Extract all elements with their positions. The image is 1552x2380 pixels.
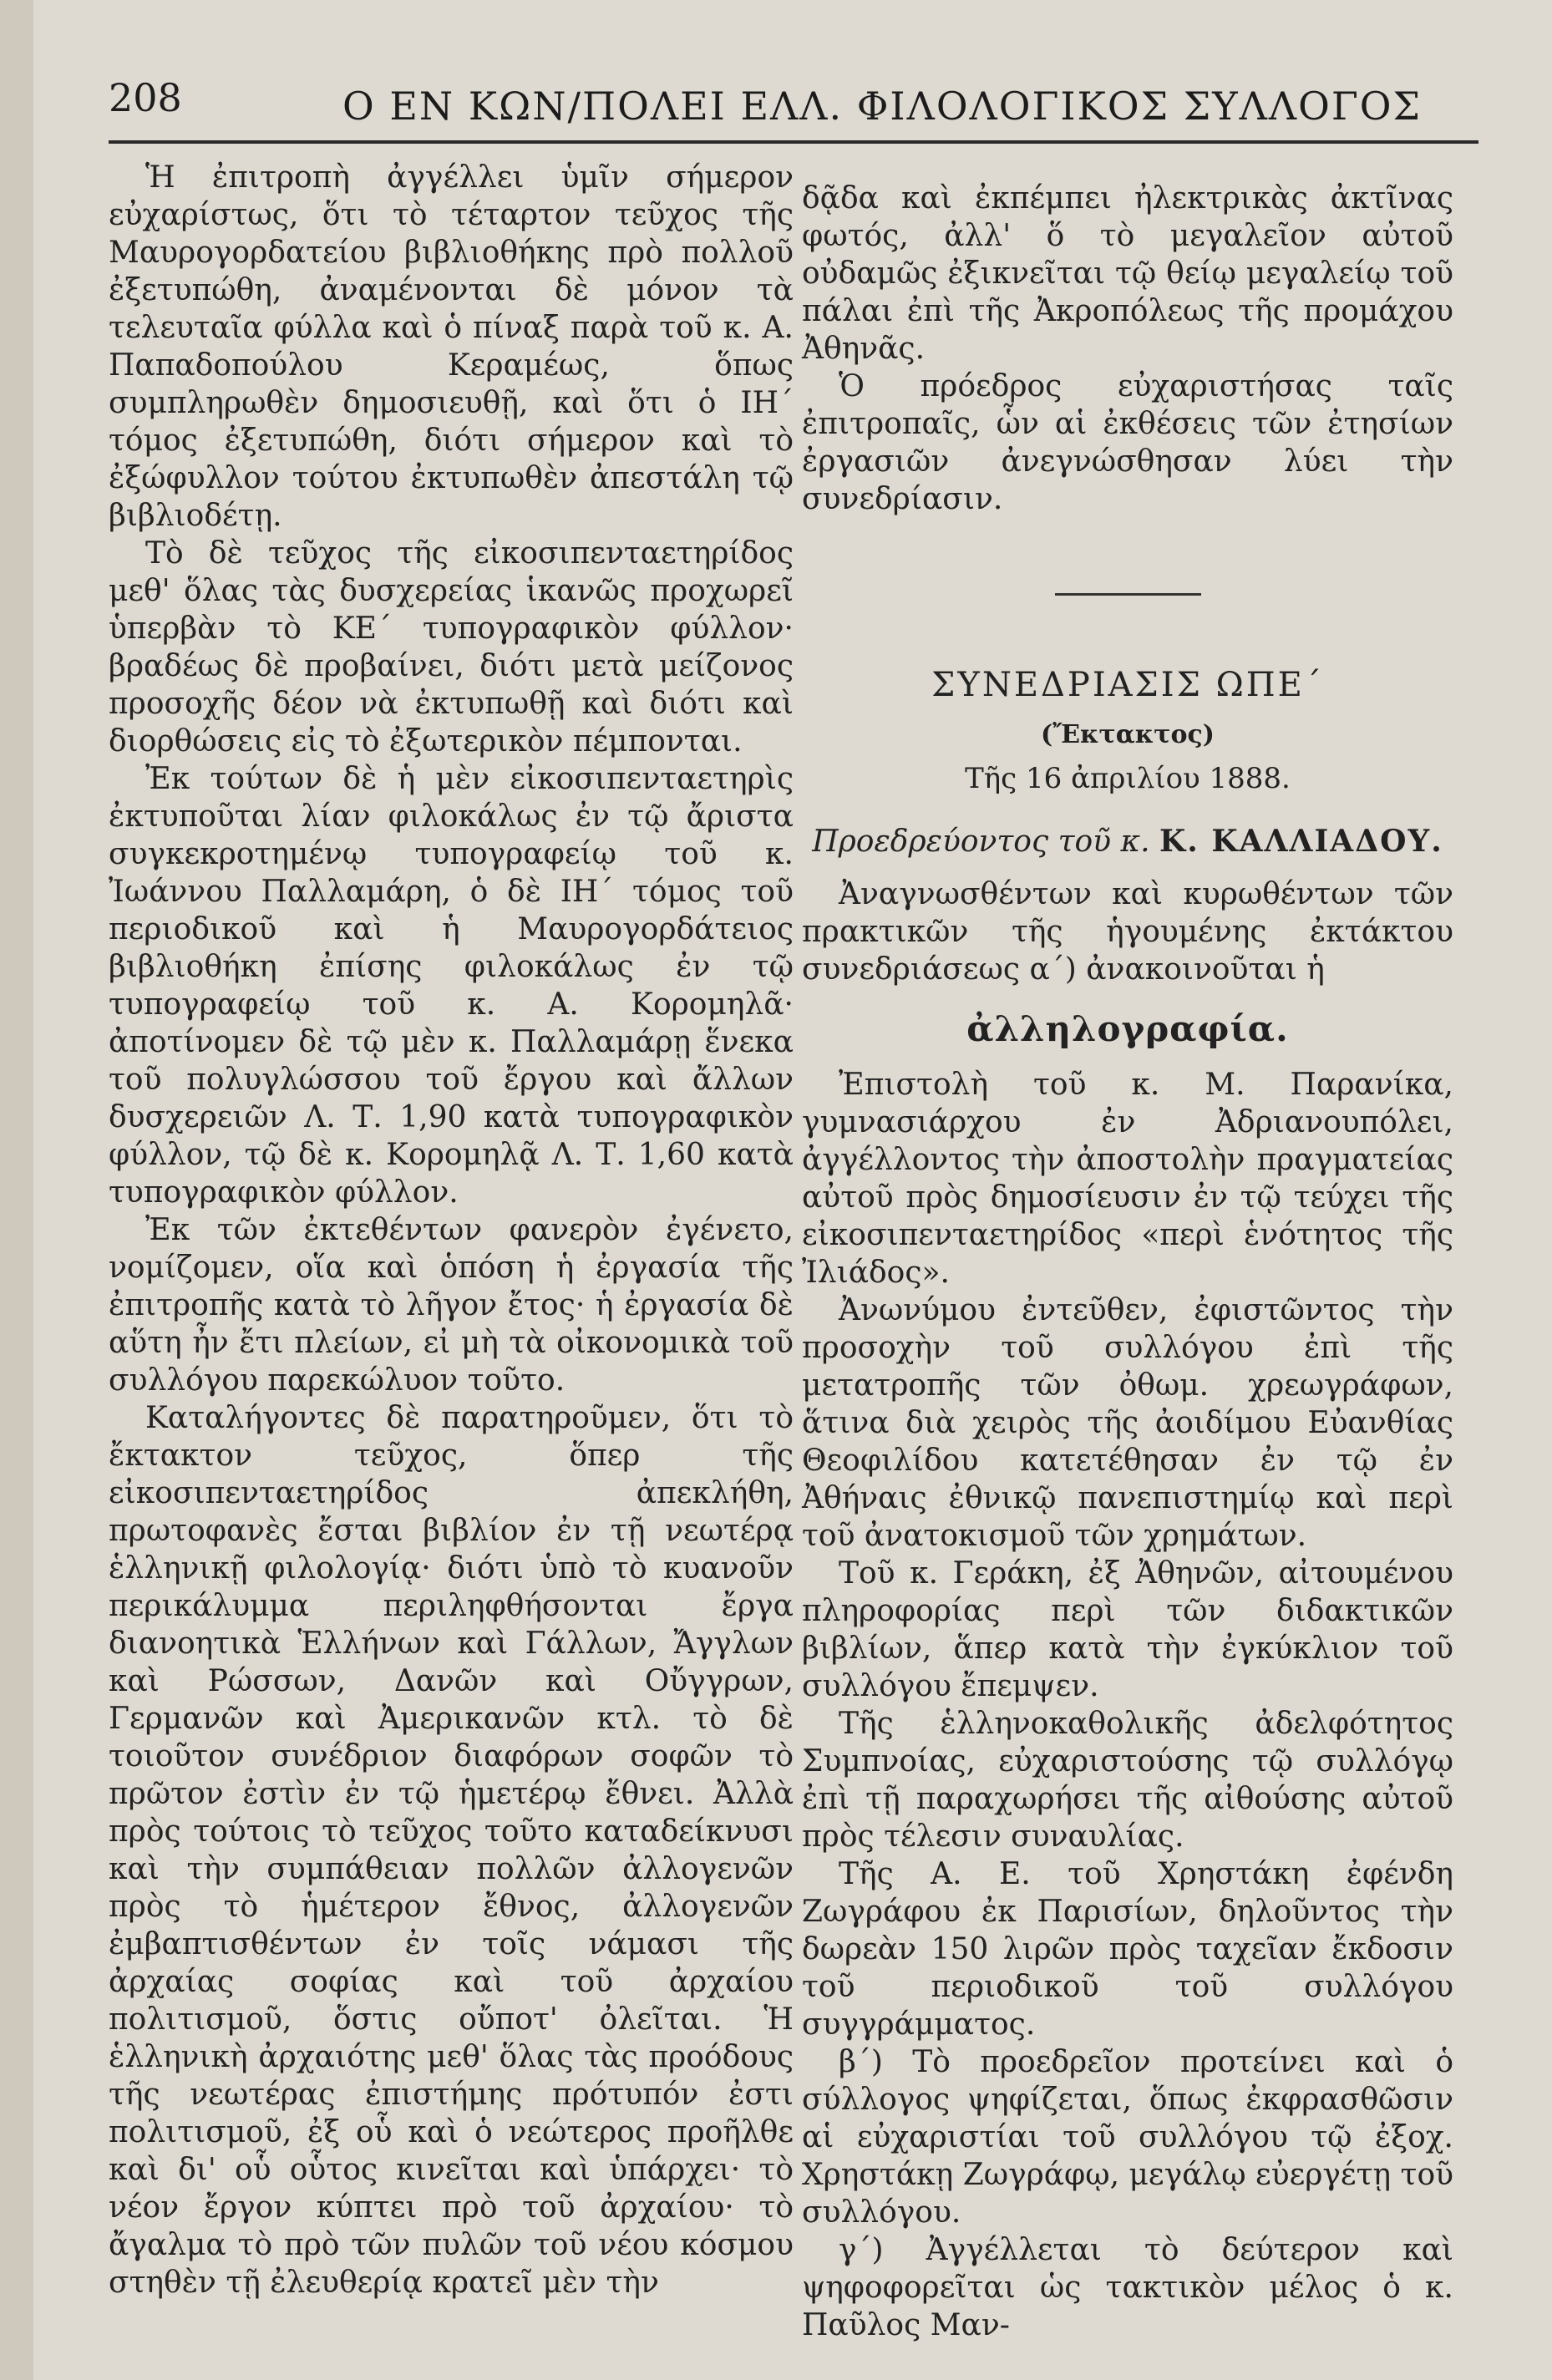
section-heading: ἀλληλογραφία. bbox=[966, 1008, 1289, 1049]
paragraph: Ἀνωνύμου ἐντεῦθεν, ἐφιστῶντος τὴν προσοχὴν τοῦ συλλόγου ἐπὶ τῆς μετατροπῆς τῶν ὀθωμ. χρεωγράφων, ἅτινα διὰ χειρὸς τῆς ἀοιδίμου Εὐανθίας Θεοφιλίδου κατετέθησαν ἐν τῷ ἐν Ἀθήναις ἐθνικῷ πανεπιστημίῳ καὶ περὶ τοῦ ἀνατοκισμοῦ τῶν χρημάτων. bbox=[802, 1293, 1453, 1553]
paragraph: Τῆς ἑλληνοκαθολικῆς ἀδελφότητος Συμπνοίας, εὐχαριστούσης τῷ συλλόγῳ ἐπὶ τῇ παραχωρήσει τῆς αἰθούσης αὐτοῦ πρὸς τέλεσιν συναυλίας. bbox=[802, 1707, 1453, 1854]
paragraph: Τῆς Α. Ε. τοῦ Χρηστάκη ἐφένδη Ζωγράφου ἐκ Παρισίων, δηλοῦντος τὴν δωρεὰν 150 λιρῶν πρὸς ταχεῖαν ἔκδοσιν τοῦ περιοδικοῦ τοῦ συλλόγου συγγράμματος. bbox=[802, 1857, 1453, 2042]
session-date: Τῆς 16 ἀπριλίου 1888. bbox=[965, 762, 1291, 795]
right-column bbox=[802, 180, 1453, 2344]
presiding-line bbox=[802, 823, 1453, 860]
paragraph: Τοῦ κ. Γεράκη, ἐξ Ἀθηνῶν, αἰτουμένου πληροφορίας περὶ τῶν διδακτικῶν βιβλίων, ἅπερ κατὰ τὴν ἐγκύκλιον τοῦ συλλόγου ἔπεμψεν. bbox=[802, 1556, 1453, 1703]
paragraph: Ὁ πρόεδρος εὐχαριστήσας ταῖς ἐπιτροπαῖς, ὧν αἱ ἐκθέσεις τῶν ἐτησίων ἐργασιῶν ἀνεγνώσθησαν λύει τὴν συνεδρίασιν. bbox=[802, 369, 1453, 516]
left-column bbox=[109, 159, 794, 2301]
paragraph: β΄) Τὸ προεδρεῖον προτείνει καὶ ὁ σύλλογος ψηφίζεται, ὅπως ἐκφρασθῶσιν αἱ εὐχαριστίαι τοῦ συλλόγου τῷ ἐξοχ. Χρηστάκῃ Ζωγράφῳ, μεγάλῳ εὐεργέτῃ τοῦ συλλόγου. bbox=[802, 2045, 1453, 2230]
session-title: ΣΥΝΕΔΡΙΑΣΙΣ ΩΠΕ΄ bbox=[931, 666, 1324, 704]
section-separator bbox=[1055, 593, 1201, 596]
paragraph: Ἐκ τούτων δὲ ἡ μὲν εἰκοσιπενταετηρὶς ἐκτυποῦται λίαν φιλοκάλως ἐν τῷ ἄριστα συγκεκροτημένῳ τυπογραφείῳ τοῦ κ. Ἰωάννου Παλλαμάρη, ὁ δὲ ΙΗ΄ τόμος τοῦ περιοδικοῦ καὶ ἡ Μαυρογορδάτειος βιβλιοθήκη ἐπίσης φιλοκάλως ἐν τῷ τυπογραφείῳ τοῦ κ. Α. Κορομηλᾶ· ἀποτίνομεν δὲ τῷ μὲν κ. Παλλαμάρῃ ἕνεκα τοῦ πολυγλώσσου τοῦ ἔργου καὶ ἄλλων δυσχερειῶν Λ. Τ. 1,90 κατὰ τυπογραφικὸν φύλλον, τῷ δὲ κ. Κορομηλᾷ Λ. Τ. 1,60 κατὰ τυπογραφικὸν φύλλον. bbox=[109, 762, 794, 1210]
presiding-label: Προεδρεύοντος τοῦ κ. bbox=[812, 825, 1150, 859]
paragraph: Τὸ δὲ τεῦχος τῆς εἰκοσιπενταετηρίδος μεθ' ὅλας τὰς δυσχερείας ἱκανῶς προχωρεῖ ὑπερβὰν τὸ ΚΕ΄ τυπογραφικὸν φύλλον· βραδέως δὲ προβαίνει, διότι μετὰ μείζονος προσοχῆς δέον νὰ ἐκτυπωθῇ καὶ διότι καὶ διορθώσεις εἰς τὸ ἐξωτερικὸν πέμπονται. bbox=[109, 536, 794, 759]
paragraph: Ἐπιστολὴ τοῦ κ. Μ. Παρανίκα, γυμνασιάρχου ἐν Ἀδριανουπόλει, ἀγγέλλοντος τὴν ἀποστολὴν πραγματείας αὐτοῦ πρὸς δημοσίευσιν ἐν τῷ τεύχει τῆς εἰκοσιπενταετηρίδος «περὶ ἑνότητος τῆς Ἰλιάδος». bbox=[802, 1068, 1453, 1290]
presiding-name: Κ. ΚΑΛΛΙΑΔΟΥ. bbox=[1159, 824, 1443, 859]
paragraph: δᾷδα καὶ ἐκπέμπει ἠλεκτρικὰς ἀκτῖνας φωτός, ἀλλ' ὅ τὸ μεγαλεῖον αὐτοῦ οὐδαμῶς ἐξικνεῖται τῷ θείῳ μεγαλείῳ τοῦ πάλαι ἐπὶ τῆς Ἀκροπόλεως τῆς προμάχου Ἀθηνᾶς. bbox=[802, 181, 1453, 366]
running-title: Ο ΕΝ ΚΩΝ/ΠΟΛΕΙ ΕΛΛ. ΦΙΛΟΛΟΓΙΚΟΣ ΣΥΛΛΟΓΟΣ bbox=[342, 84, 1422, 129]
paragraph: Καταλήγοντες δὲ παρατηροῦμεν, ὅτι τὸ ἔκτακτον τεῦχος, ὅπερ τῆς εἰκοσιπενταετηρίδος ἀπεκλήθη, πρωτοφανὲς ἔσται βιβλίον ἐν τῇ νεωτέρᾳ ἑλληνικῇ φιλολογίᾳ· διότι ὑπὸ τὸ κυανοῦν περικάλυμμα περιληφθήσονται ἔργα διανοητικὰ Ἑλλήνων καὶ Γάλλων, Ἄγγλων καὶ Ρώσσων, Δανῶν καὶ Οὔγγρων, Γερμανῶν καὶ Ἀμερικανῶν κτλ. τὸ δὲ τοιοῦτον συνέδριον διαφόρων σοφῶν τὸ πρῶτον ἐστὶν ἐν τῷ ἡμετέρῳ ἔθνει. Ἀλλὰ πρὸς τούτοις τὸ τεῦχος τοῦτο καταδείκνυσι καὶ τὴν συμπάθειαν πολλῶν ἀλλογενῶν πρὸς τὸ ἡμέτερον ἔθνος, ἀλλογενῶν ἐμβαπτισθέντων ἐν τοῖς νάμασι τῆς ἀρχαίας σοφίας καὶ τοῦ ἀρχαίου πολιτισμοῦ, ὅστις οὔποτ' ὀλεῖται. Ἡ ἑλληνικὴ ἀρχαιότης μεθ' ὅλας τὰς προόδους τῆς νεωτέρας ἐπιστήμης πρότυπόν ἐστι πολιτισμοῦ, ἐξ οὗ καὶ ὁ νεώτερος προῆλθε καὶ δι' οὗ οὗτος κινεῖται καὶ ὑπάρχει· τὸ νέον ἔργον κύπτει πρὸ τοῦ ἀρχαίου· τὸ ἄγαλμα τὸ πρὸ τῶν πυλῶν τοῦ νέου κόσμου στηθὲν τῇ ἐλευθερίᾳ κρατεῖ μὲν τὴν bbox=[109, 1401, 794, 2300]
paragraph: Ἡ ἐπιτροπὴ ἀγγέλλει ὑμῖν σήμερον εὐχαρίστως, ὅτι τὸ τέταρτον τεῦχος τῆς Μαυρογορδατείου βιβλιοθήκης πρὸ πολλοῦ ἐξετυπώθη, ἀναμένονται δὲ μόνον τὰ τελευταῖα φύλλα καὶ ὁ πίναξ παρὰ τοῦ κ. Α. Παπαδοπούλου Κεραμέως, ὅπως συμπληρωθὲν δημοσιευθῇ, καὶ ὅτι ὁ ΙΗ΄ τόμος ἐξετυπώθη, διότι σήμερον καὶ τὸ ἐξώφυλλον τούτου ἐκτυπωθὲν ἀπεστάλη τῷ βιβλιοδέτῃ. bbox=[109, 160, 794, 533]
session-subtitle: (Ἔκτακτος) bbox=[1041, 720, 1215, 749]
page-number: 208 bbox=[109, 75, 182, 120]
header-rule bbox=[109, 140, 1478, 144]
page-header bbox=[109, 67, 1478, 142]
session-intro: Ἀναγνωσθέντων καὶ κυρωθέντων τῶν πρακτικῶν τῆς ἡγουμένης ἐκτάκτου συνεδριάσεως α΄) ἀνακοινοῦται ἡ bbox=[802, 877, 1453, 987]
paragraph: Ἐκ τῶν ἐκτεθέντων φανερὸν ἐγένετο, νομίζομεν, οἵα καὶ ὁπόση ἡ ἐργασία τῆς ἐπιτροπῆς κατὰ τὸ λῆγον ἔτος· ἡ ἐργασία δὲ αὕτη ἦν ἔτι πλείων, εἰ μὴ τὰ οἰκονομικὰ τοῦ συλλόγου παρεκώλυον τοῦτο. bbox=[109, 1213, 794, 1398]
paragraph: γ΄) Ἀγγέλλεται τὸ δεύτερον καὶ ψηφοφορεῖται ὡς τακτικὸν μέλος ὁ κ. Παῦλος Μαν- bbox=[802, 2233, 1453, 2342]
